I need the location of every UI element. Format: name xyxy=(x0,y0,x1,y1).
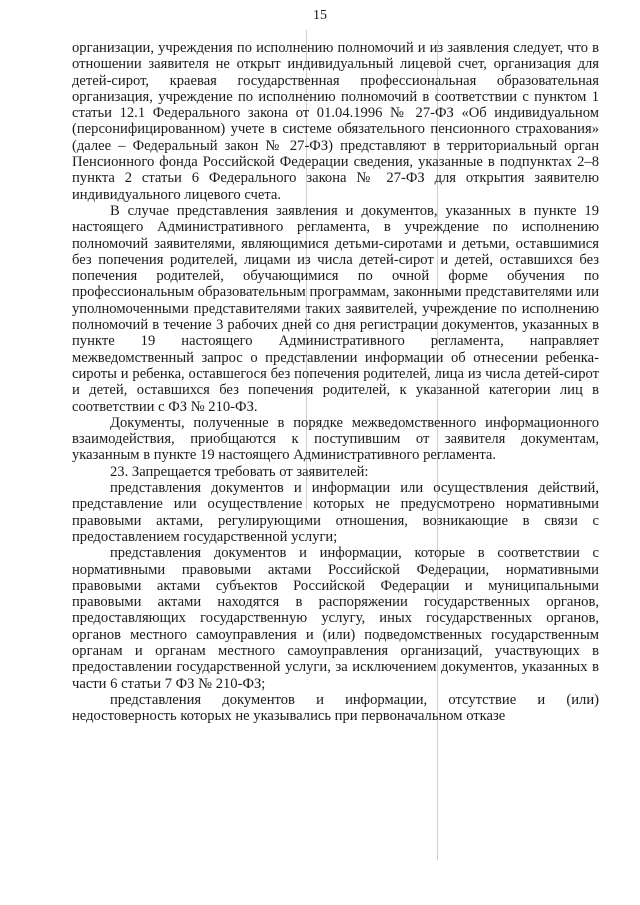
paragraph: представления документов и информации, которые в соответствии с нормативными правовыми актами Российской Федерации, нормативными правовыми актами субъектов Российской Федерации и муниципальными правовыми актами находятся в распоряжении государственных органов, предоставляющих государственную услугу, иных государственных органов, органов местного самоуправления и (или) подведомственных государственным органам и органам местного самоуправления организаций, участвующих в предоставлении государственной услуги, за исключением документов, указанных в части 6 статьи 7 ФЗ № 210-ФЗ; xyxy=(72,545,599,692)
paragraph: 23. Запрещается требовать от заявителей: xyxy=(110,463,369,480)
page-number: 15 xyxy=(313,8,327,23)
paragraph: представления документов и информации, отсутствие и (или) недостоверность которых не указывались при первоначальном отказе xyxy=(72,691,599,725)
paragraph: Документы, полученные в порядке межведомственного информационного взаимодействия, приобщаются к поступившим от заявителя документам, указанным в пункте 19 настоящего Административного регламента. xyxy=(72,414,599,464)
document-body xyxy=(72,40,599,724)
paragraph: организации, учреждения по исполнению полномочий и из заявления следует, что в отношении заявителя не открыт индивидуальный лицевой счет, организация для детей-сирот, краевая государственная профессиональная образовательная организация, учреждение по исполнению полномочий в соответствии с пунктом 1 статьи 12.1 Федерального закона от 01.04.1996 № 27-ФЗ «Об индивидуальном (персонифицированном) учете в системе обязательного пенсионного страхования» (далее – Федеральный закон № 27-ФЗ) представляют в территориальный орган Пенсионного фонда Российской Федерации сведения, указанные в подпунктах 2–8 пункта 2 статьи 6 Федерального закона № 27-ФЗ для открытия заявителю индивидуального лицевого счета. xyxy=(72,40,599,203)
paragraph: В случае представления заявления и документов, указанных в пункте 19 настоящего Административного регламента, в учреждение по исполнению полномочий заявителями, являющимися детьми-сиротами и детьми, оставшимися без попечения родителей, лицами из числа детей-сирот и детей, оставшихся без попечения родителей, обучающимися по очной форме обучения по профессиональным образовательным программам, законными представителями или уполномоченными представителями таких заявителей, учреждение по исполнению полномочий в течение 3 рабочих дней со дня регистрации документов, указанных в пункте 19 настоящего Административного регламента, направляет межведомственный запрос о представлении информации об отнесении ребенка-сироты и ребенка, оставшегося без попечения родителей, лица из числа детей-сирот и детей, оставшихся без попечения родителей, к указанной категории лиц в соответствии с ФЗ № 210-ФЗ. xyxy=(72,202,599,415)
paragraph: представления документов и информации или осуществления действий, представление или осуществление которых не предусмотрено нормативными правовыми актами, регулирующими отношения, возникающие в связи с предоставлением государственной услуги; xyxy=(72,480,599,545)
